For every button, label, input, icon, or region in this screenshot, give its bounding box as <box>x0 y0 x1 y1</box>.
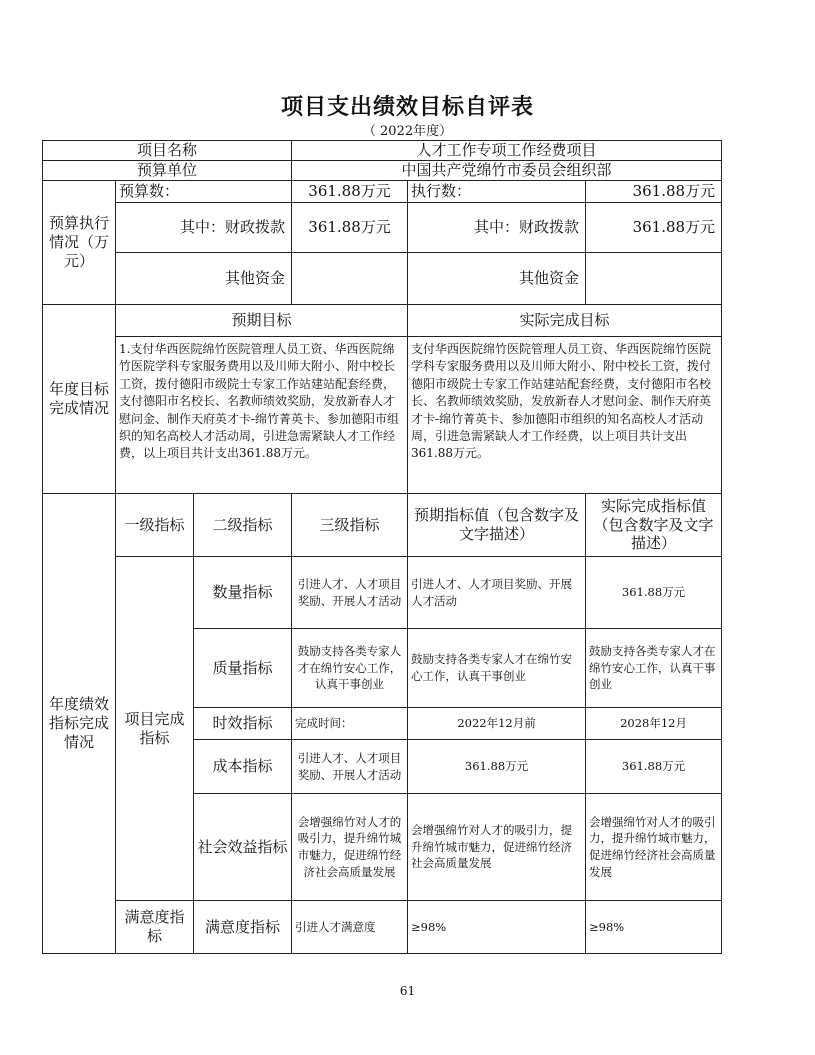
satisfaction-level1: 满意度指标 <box>116 901 194 954</box>
row-expected: 鼓励支持各类专家人才在绵竹安心工作，认真干事创业 <box>408 629 586 708</box>
row-actual: 2028年12月 <box>586 708 722 740</box>
fiscal-exec-value: 361.88万元 <box>586 203 722 253</box>
expected-goal-text: 1.支付华西医院绵竹医院管理人员工资、华西医院绵竹医院学科专家服务费用以及川师大附小、附中校长工资，拨付德阳市级院士专家工作站建站配套经费，支付德阳市名校长、名教师绩效奖励，发放新春人才慰问金、制作天府英才卡-绵竹菁英卡、参加德阳市组织的知名高校人才活动周，引进急需紧缺人才工作经费，以上项目共计支出361.88万元。 <box>116 337 408 494</box>
fiscal-label: 其中：财政拨款 <box>116 203 292 253</box>
row-expected: 会增强绵竹对人才的吸引力，提升绵竹城市魅力，促进绵竹经济社会高质量发展 <box>408 794 586 901</box>
annual-goal-section-label: 年度目标完成情况 <box>43 305 116 494</box>
expected-goal-header: 预期目标 <box>116 305 408 337</box>
col-level3-header: 三级指标 <box>292 494 408 557</box>
row-level2: 成本指标 <box>194 740 292 794</box>
row-actual: 会增强绵竹对人才的吸引力，提升绵竹城市魅力，促进绵竹经济社会高质量发展 <box>586 794 722 901</box>
row-expected: 361.88万元 <box>408 740 586 794</box>
row-level3: 完成时间： <box>292 708 408 740</box>
other-funds-exec <box>586 253 722 305</box>
page-title: 项目支出绩效目标自评表 <box>280 94 534 120</box>
budget-label: 预算数： <box>116 181 292 203</box>
row-level2: 质量指标 <box>194 629 292 708</box>
group-completion-label: 项目完成指标 <box>116 557 194 901</box>
col-level1-header: 一级指标 <box>116 494 194 557</box>
actual-goal-text: 支付华西医院绵竹医院管理人员工资、华西医院绵竹医院学科专家服务费用以及川师大附小、附中校长工资，拨付德阳市级院士专家工作站建站配套经费，支付德阳市名校长、名教师绩效奖励，发放新春人才慰问金、制作天府英才卡-绵竹菁英卡、参加德阳市组织的知名高校人才活动周，引进急需紧缺人才工作经费，以上项目共计支出361.88万元。 <box>408 337 722 494</box>
row-actual: 鼓励支持各类专家人才在绵竹安心工作，认真干事创业 <box>586 629 722 708</box>
row-level3: 引进人才、人才项目奖励、开展人才活动 <box>292 740 408 794</box>
other-funds-label: 其他资金 <box>116 253 292 305</box>
unit-value: 中国共产党绵竹市委员会组织部 <box>292 161 722 181</box>
budget-section-label: 预算执行情况（万元） <box>43 181 116 305</box>
col-expected-header: 预期指标值（包含数字及文字描述） <box>408 494 586 557</box>
satisfaction-expected: ≥98% <box>408 901 586 954</box>
row-level2: 数量指标 <box>194 557 292 629</box>
page-number: 61 <box>399 984 416 998</box>
col-actual-header: 实际完成指标值（包含数字及文字描述） <box>586 494 722 557</box>
exec-label: 执行数： <box>408 181 586 203</box>
fiscal-exec-label: 其中：财政拨款 <box>408 203 586 253</box>
evaluation-table <box>42 140 722 954</box>
fiscal-budget-value: 361.88万元 <box>292 203 408 253</box>
other-funds-exec-label: 其他资金 <box>408 253 586 305</box>
row-level3: 引进人才、人才项目奖励、开展人才活动 <box>292 557 408 629</box>
satisfaction-level2: 满意度指标 <box>194 901 292 954</box>
project-name-value: 人才工作专项工作经费项目 <box>292 141 722 161</box>
row-expected: 2022年12月前 <box>408 708 586 740</box>
row-expected: 引进人才、人才项目奖励、开展人才活动 <box>408 557 586 629</box>
budget-value: 361.88万元 <box>292 181 408 203</box>
row-level2: 社会效益指标 <box>194 794 292 901</box>
row-level3: 鼓励支持各类专家人才在绵竹安心工作，认真干事创业 <box>292 629 408 708</box>
performance-section-label: 年度绩效指标完成情况 <box>43 494 116 954</box>
actual-goal-header: 实际完成目标 <box>408 305 722 337</box>
satisfaction-level3: 引进人才满意度 <box>292 901 408 954</box>
other-funds-budget <box>292 253 408 305</box>
exec-value: 361.88万元 <box>586 181 722 203</box>
col-level2-header: 二级指标 <box>194 494 292 557</box>
row-actual: 361.88万元 <box>586 557 722 629</box>
satisfaction-actual: ≥98% <box>586 901 722 954</box>
row-level2: 时效指标 <box>194 708 292 740</box>
year-line: （ 2022年度） <box>362 124 453 139</box>
unit-label: 预算单位 <box>43 161 292 181</box>
row-level3: 会增强绵竹对人才的吸引力，提升绵竹城市魅力，促进绵竹经济社会高质量发展 <box>292 794 408 901</box>
row-actual: 361.88万元 <box>586 740 722 794</box>
project-name-label: 项目名称 <box>43 141 292 161</box>
